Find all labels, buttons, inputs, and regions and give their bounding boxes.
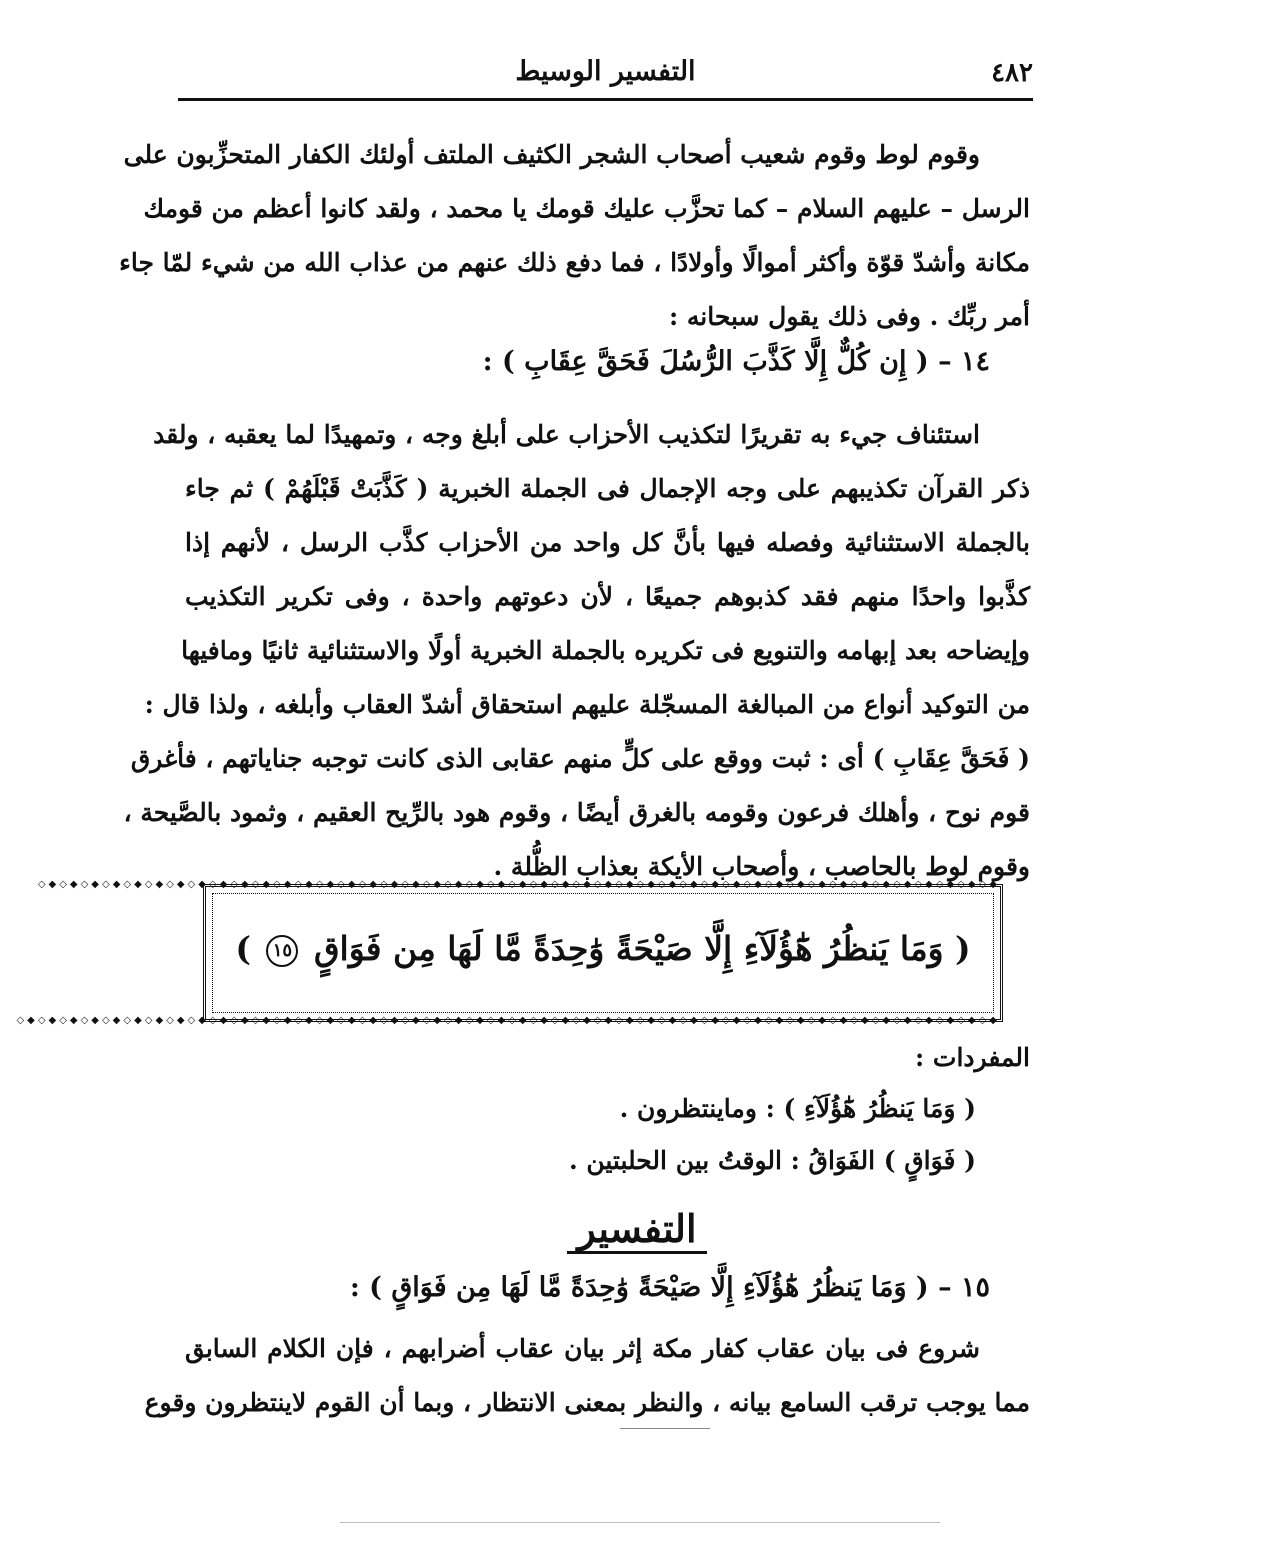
- quran-verse-frame: [16, 879, 1003, 1026]
- commentary-line: قوم نوح ، وأهلك فرعون وقومه بالغرق أيضًا ، وقوم هود بالرِّيح العقيم ، وثمود بالصَّيحة ،: [123, 798, 1030, 827]
- intro-line: الرسل – عليهم السلام – كما تحزَّب عليك قومك يا محمد ، ولقد كانوا أعظم من قومك: [143, 194, 1030, 223]
- intro-line: أمر ربِّك . وفى ذلك يقول سبحانه :: [668, 302, 1030, 331]
- quran-verse-15: [226, 929, 980, 968]
- vocabulary-item: ( فَوَاقٍ ) الفَوَاقُ : الوقتُ بين الحلبتين .: [568, 1146, 976, 1175]
- commentary-line: شروع فى بيان عقاب كفار مكة إثر بيان عقاب أضرابهم ، فإن الكلام السابق: [185, 1334, 980, 1363]
- header-rule: [178, 98, 1033, 101]
- vocabulary-title: المفردات :: [914, 1043, 1030, 1072]
- scan-artifact: [620, 1428, 710, 1429]
- verse-number-marker: ١٥: [266, 935, 298, 967]
- commentary-line: بالجملة الاستثنائية وفصله فيها بأنَّ كل واحد من الأحزاب كذَّب الرسل ، لأنهم إذا: [185, 528, 1030, 557]
- tafsir-section-title: [0, 1206, 1274, 1251]
- commentary-line: استئناف جيء به تقريرًا لتكذيب الأحزاب على أبلغ وجه ، وتمهيدًا لما يعقبه ، ولقد: [153, 420, 980, 449]
- page-number: ٤٨٢: [991, 58, 1033, 88]
- scan-artifact: [340, 1522, 940, 1523]
- frame-ornament-bottom: ◆◇◆◇◆◇◆◇◆◇◆◇◆◇◆◇◆◇◆◇◆◇◆◇◆◇◆◇◆◇◆◇◆◇◆◇◆◇◆◇◆◇◆◇◆◇◆◇◆◇◆◇◆◇◆◇◆◇◆◇◆◇◆◇◆◇◆◇◆◇◆◇◆◇◆◇◆◇◆◇◆◇◆◇◆◇◆◇◆◇◆◇: [16, 1015, 1000, 1026]
- commentary-line: مما يوجب ترقب السامع بيانه ، والنظر بمعنى الانتظار ، وبما أن القوم لاينتظرون وقوع: [144, 1388, 1030, 1417]
- running-title: التفسير الوسيط: [515, 56, 696, 87]
- verse-14-heading: ١٤ – ( إِن كُلٌّ إِلَّا كَذَّبَ الرُّسُلَ فَحَقَّ عِقَابِ ) :: [482, 346, 990, 377]
- verse-15-heading: ١٥ – ( وَمَا يَنظُرُ هَٰٓؤُلَآءِ إِلَّا صَيْحَةً وَٰحِدَةً مَّا لَهَا مِن فَوَاقٍ ) :: [349, 1272, 990, 1303]
- verse-text: ( وَمَا يَنظُرُ هَٰٓؤُلَآءِ إِلَّا صَيْحَةً وَٰحِدَةً مَّا لَهَا مِن فَوَاقٍ: [313, 929, 971, 968]
- verse-closing-bracket: ): [235, 929, 251, 968]
- verse-15-commentary: [144, 1322, 1030, 1430]
- commentary-line: ( فَحَقَّ عِقَابِ ) أى : ثبت ووقع على كلٍّ منهم عقابى الذى كانت توجبه جناياتهم ، فأغرق: [130, 744, 1030, 773]
- commentary-line: من التوكيد أنواع من المبالغة المسجّلة عليهم استحقاق أشدّ العقاب وأبلغه ، ولذا قال :: [144, 690, 1030, 719]
- intro-paragraph: [119, 128, 1030, 344]
- verse-14-commentary: [37, 408, 1030, 894]
- frame-ornament-top: ◆◇◆◇◆◇◆◇◆◇◆◇◆◇◆◇◆◇◆◇◆◇◆◇◆◇◆◇◆◇◆◇◆◇◆◇◆◇◆◇◆◇◆◇◆◇◆◇◆◇◆◇◆◇◆◇◆◇◆◇◆◇◆◇◆◇◆◇◆◇◆◇◆◇◆◇◆◇◆◇◆◇◆◇◆◇◆◇◆◇: [37, 879, 1000, 890]
- intro-line: مكانة وأشدّ قوّة وأكثر أموالًا وأولادًا ، فما دفع ذلك عنهم من عذاب الله من شيء لمّا جاء: [119, 248, 1030, 277]
- tafsir-title-text: التفسير: [567, 1206, 706, 1254]
- commentary-line: كذَّبوا واحدًا منهم فقد كذبوهم جميعًا ، لأن دعوتهم واحدة ، وفى تكرير التكذيب: [185, 582, 1030, 611]
- page-header: [178, 52, 1033, 102]
- commentary-line: وإيضاحه بعد إبهامه والتنويع فى تكريره بالجملة الخبرية أولًا والاستثنائية ثانيًا ومافيها: [181, 636, 1030, 665]
- vocabulary-item: ( وَمَا يَنظُرُ هَٰٓؤُلَآءِ ) : وماينتظرون .: [619, 1094, 976, 1123]
- commentary-line: وقوم لوط بالحاصب ، وأصحاب الأيكة بعذاب الظُّلة .: [493, 852, 1030, 881]
- commentary-line: ذكر القرآن تكذيبهم على وجه الإجمال فى الجملة الخبرية ( كَذَّبَتْ قَبْلَهُمْ ) ثم جاء: [185, 474, 1030, 503]
- intro-line: وقوم لوط وقوم شعيب أصحاب الشجر الكثيف الملتف أولئك الكفار المتحزِّبون على: [123, 140, 980, 169]
